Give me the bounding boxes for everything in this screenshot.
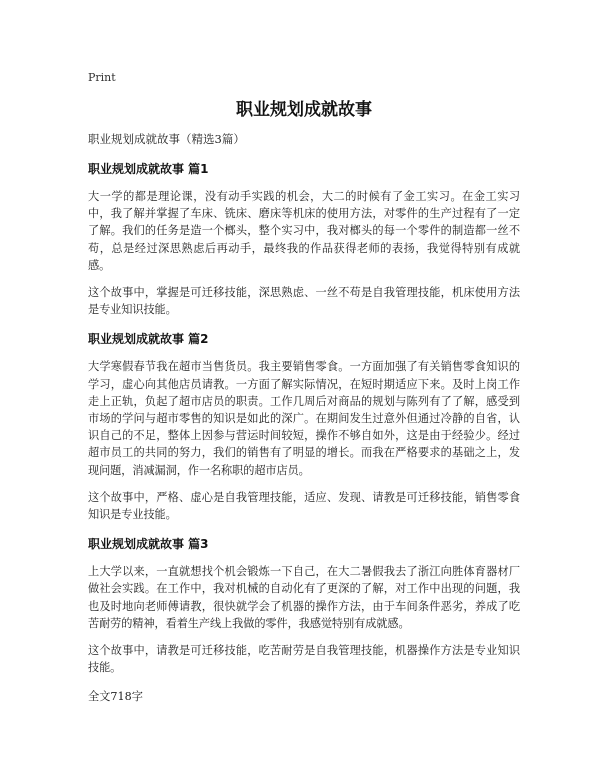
document-page [88,70,520,705]
analysis-paragraph: 这个故事中，掌握是可迁移技能，深思熟虑、一丝不苟是自我管理技能，机床使用方法是专业知识技能。 [88,286,520,317]
story-section-2 [88,330,520,523]
story-paragraph: 大一学的都是理论课，没有动手实践的机会，大二的时候有了金工实习。在金工实习中，我了解并掌握了车床、铣床、磨床等机床的使用方法，对零件的生产过程有了一定了解。我们的任务是造一个榔头，整个实习中，我对榔头的每一个零件的制造都一丝不苟，总是经过深思熟虑后再动手，最终我的作品获得老师的表扬，我觉得特别有成就感。 [88,190,520,272]
analysis-paragraph: 这个故事中，严格、虚心是自我管理技能，适应、发现、请教是可迁移技能，销售零食知识是专业技能。 [88,490,520,522]
document-subtitle: 职业规划成就故事（精选3篇） [88,132,245,146]
word-count: 全文718字 [88,690,143,704]
story-paragraph: 大学寒假春节我在超市当售货员。我主要销售零食。一方面加强了有关销售零食知识的学习，虚心向其他店员请教。一方面了解实际情况，在短时期适应下来。及时上岗工作走上正轨，负起了超市店员的职责。工作几周后对商品的规划与陈列有了了解，感受到市场的学问与超市零售的知识是如此的深广。在期间发生过意外但通过冷静的自省，认识自己的不足，整体上因参与营运时间较短，操作不够自如外，这是由于经验少。经过超市员工的共同的努力，我们的销售有了明显的增长。而我在严格要求的基础之上，发现问题，消减漏洞，作一名称职的超市店员。 [88,360,520,477]
section-heading: 职业规划成就故事 篇3 [88,537,209,552]
page-title: 职业规划成就故事 [236,100,372,120]
print-label: Print [88,71,116,84]
story-section-3 [88,535,520,676]
section-heading: 职业规划成就故事 篇2 [88,332,209,347]
story-paragraph: 上大学以来，一直就想找个机会锻炼一下自己，在大二暑假我去了浙江向胜体育器材厂做社会实践。在工作中，我对机械的自动化有了更深的了解，对工作中出现的问题，我也及时地向老师傅请教，很快就学会了机器的操作方法，由于车间条件恶劣，养成了吃苦耐劳的精神，看着生产线上我做的零件，我感觉特别有成就感。 [88,565,520,630]
section-heading: 职业规划成就故事 篇1 [88,162,209,176]
analysis-paragraph: 这个故事中，请教是可迁移技能，吃苦耐劳是自我管理技能，机器操作方法是专业知识技能。 [88,644,520,675]
story-section-1 [88,160,520,318]
